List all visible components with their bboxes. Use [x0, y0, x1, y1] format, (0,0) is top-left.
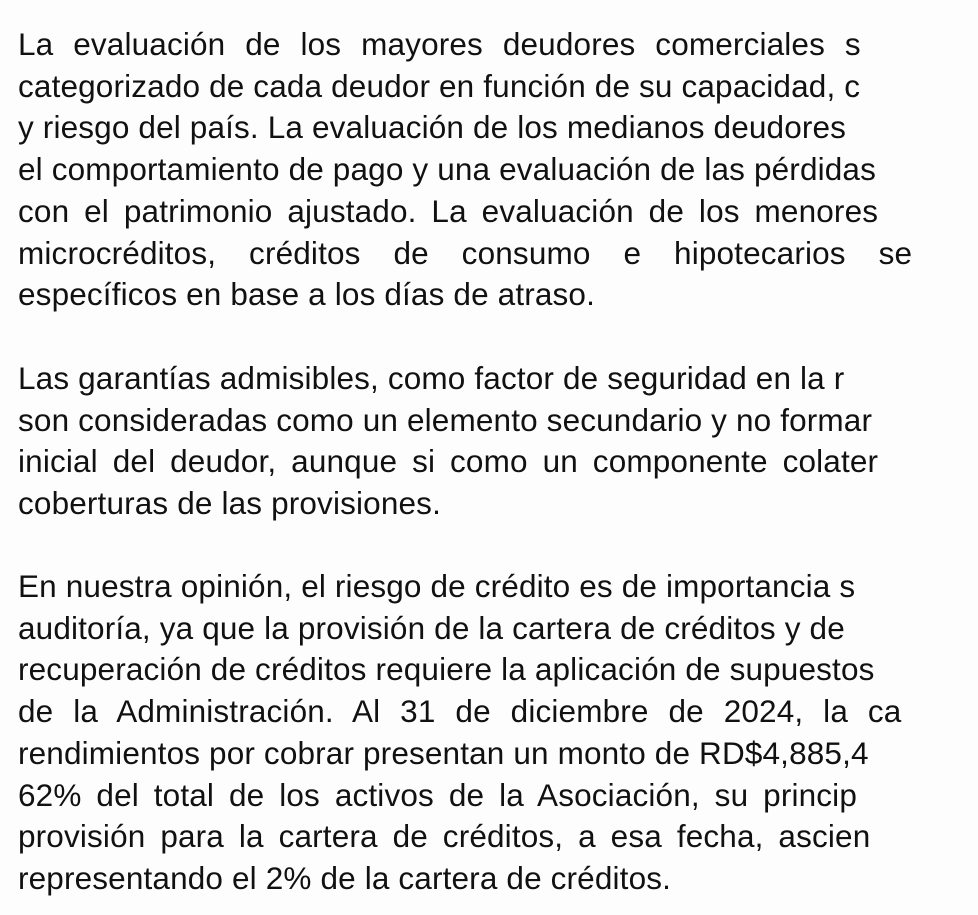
- text-line: auditoría, ya que la provisión de la cartera de créditos y de: [18, 609, 845, 646]
- text-line: de la Administración. Al 31 de diciembre de 2024, la ca: [18, 693, 902, 730]
- text-line: 62% del total de los activos de la Asociación, su princip: [18, 776, 857, 813]
- text-line: representando el 2% de la cartera de créditos.: [18, 859, 672, 896]
- text-line: provisión para la cartera de créditos, a esa fecha, ascien: [18, 818, 871, 855]
- text-line: categorizado de cada deudor en función de su capacidad, c: [18, 67, 861, 104]
- text-line: son consideradas como un elemento secundario y no formar: [18, 401, 873, 438]
- paragraph-credit-evaluation: [18, 24, 978, 316]
- text-line: con el patrimonio ajustado. La evaluación de los menores: [18, 192, 879, 229]
- text-line: La evaluación de los mayores deudores comerciales s: [18, 26, 861, 62]
- text-line: y riesgo del país. La evaluación de los medianos deudores: [18, 109, 847, 146]
- text-line: rendimientos por cobrar presentan un monto de RD$4,885,4: [18, 734, 869, 771]
- text-line: específicos en base a los días de atraso.: [18, 276, 595, 313]
- paragraph-guarantees: [18, 358, 978, 525]
- text-line: coberturas de las provisiones.: [18, 485, 441, 522]
- paragraph-audit-opinion: [18, 566, 978, 900]
- text-line: Las garantías admisibles, como factor de seguridad en la r: [18, 360, 845, 396]
- text-line: En nuestra opinión, el riesgo de crédito es de importancia s: [18, 568, 856, 604]
- text-line: microcréditos, créditos de consumo e hipotecarios se: [18, 234, 913, 271]
- text-line: inicial del deudor, aunque si como un componente colater: [18, 443, 879, 480]
- text-line: recuperación de créditos requiere la aplicación de supuestos: [18, 651, 875, 688]
- text-line: el comportamiento de pago y una evaluación de las pérdidas: [18, 151, 876, 188]
